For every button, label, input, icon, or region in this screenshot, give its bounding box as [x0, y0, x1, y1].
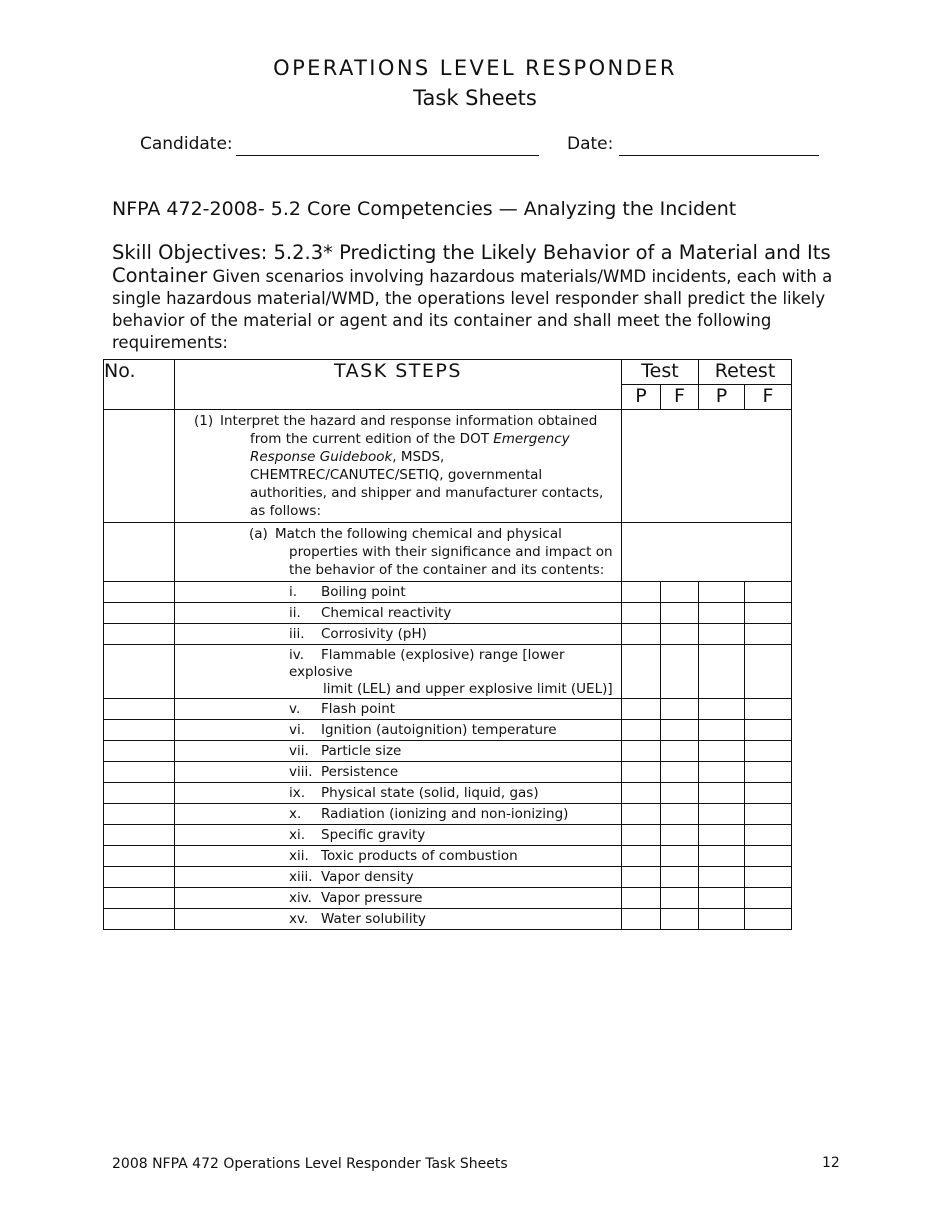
retest-fail-cell[interactable]	[745, 867, 792, 888]
table-row	[104, 582, 792, 603]
test-pass-cell[interactable]	[622, 720, 661, 741]
no-cell	[104, 582, 175, 603]
item-number: vii.	[289, 743, 309, 759]
task-step-cell	[175, 645, 622, 699]
table-row	[104, 783, 792, 804]
test-fail-cell[interactable]	[661, 720, 699, 741]
test-fail-cell[interactable]	[661, 909, 699, 930]
retest-fail-header: F	[745, 385, 792, 410]
test-pass-cell[interactable]	[622, 909, 661, 930]
no-cell	[104, 699, 175, 720]
retest-pass-cell[interactable]	[699, 624, 745, 645]
task-step-cell	[175, 909, 622, 930]
test-fail-cell[interactable]	[661, 783, 699, 804]
retest-fail-cell[interactable]	[745, 720, 792, 741]
retest-pass-cell[interactable]	[699, 825, 745, 846]
date-field[interactable]	[619, 155, 819, 156]
no-cell	[104, 523, 175, 582]
task-step-cell	[175, 624, 622, 645]
item-text: Corrosivity (pH)	[321, 626, 427, 642]
test-fail-cell[interactable]	[661, 888, 699, 909]
task-step-cell	[175, 846, 622, 867]
test-fail-cell[interactable]	[661, 825, 699, 846]
task-step-cell	[175, 720, 622, 741]
item-text: Chemical reactivity	[321, 605, 452, 621]
item-text: Boiling point	[321, 584, 406, 600]
item-text: Toxic products of combustion	[321, 848, 518, 864]
retest-pass-cell[interactable]	[699, 867, 745, 888]
retest-pass-cell[interactable]	[699, 603, 745, 624]
item-text: Flash point	[321, 701, 396, 717]
no-cell	[104, 762, 175, 783]
task-step-cell	[175, 867, 622, 888]
step-text: Interpret the hazard and response information obtained from the current edition of the DOT	[220, 413, 598, 447]
test-pass-cell[interactable]	[622, 888, 661, 909]
skill-objectives	[112, 242, 842, 354]
no-cell	[104, 804, 175, 825]
table-row	[104, 741, 792, 762]
test-pass-cell[interactable]	[622, 867, 661, 888]
test-fail-cell[interactable]	[661, 741, 699, 762]
test-fail-cell[interactable]	[661, 867, 699, 888]
task-step-cell	[175, 783, 622, 804]
task-step-cell	[175, 523, 622, 582]
table-row	[104, 825, 792, 846]
item-number: iv.	[289, 647, 304, 663]
result-cell	[622, 410, 792, 523]
retest-pass-cell[interactable]	[699, 741, 745, 762]
item-text: Specific gravity	[321, 827, 426, 843]
test-fail-cell[interactable]	[661, 699, 699, 720]
no-cell	[104, 624, 175, 645]
table-row	[104, 410, 792, 523]
item-number: xiv.	[289, 890, 312, 906]
test-pass-cell[interactable]	[622, 699, 661, 720]
item-number: x.	[289, 806, 302, 822]
table-row	[104, 909, 792, 930]
retest-pass-cell[interactable]	[699, 909, 745, 930]
step-number: (1)	[194, 413, 214, 429]
skill-objectives-lead: Skill Objectives: 5.2.3* Predicting the Likely Behavior of a Material and Its Container	[112, 241, 831, 287]
test-pass-cell[interactable]	[622, 762, 661, 783]
task-step-cell	[175, 762, 622, 783]
retest-fail-cell[interactable]	[745, 624, 792, 645]
item-number: xi.	[289, 827, 306, 843]
retest-fail-cell[interactable]	[745, 909, 792, 930]
result-cell	[622, 523, 792, 582]
test-pass-cell[interactable]	[622, 603, 661, 624]
item-number: v.	[289, 701, 301, 717]
retest-fail-cell[interactable]	[745, 783, 792, 804]
no-cell	[104, 741, 175, 762]
item-text: Persistence	[321, 764, 399, 780]
test-pass-cell[interactable]	[622, 783, 661, 804]
retest-pass-cell[interactable]	[699, 804, 745, 825]
test-pass-cell[interactable]	[622, 582, 661, 603]
table-row	[104, 699, 792, 720]
no-cell	[104, 909, 175, 930]
no-cell	[104, 410, 175, 523]
test-pass-cell[interactable]	[622, 846, 661, 867]
column-header-retest: Retest	[699, 360, 792, 385]
retest-fail-cell[interactable]	[745, 888, 792, 909]
page-title: OPERATIONS LEVEL RESPONDER	[273, 56, 677, 80]
page-number: 12	[822, 1155, 840, 1171]
test-pass-cell[interactable]	[622, 624, 661, 645]
retest-fail-cell[interactable]	[745, 603, 792, 624]
item-number: xii.	[289, 848, 309, 864]
table-row	[104, 867, 792, 888]
skill-objectives-text: Given scenarios involving hazardous materials/WMD incidents, each with a single hazardous material/WMD, the operations level responder shall predict the likely behavior of the material or agent and its container and shall meet the following requirements:	[112, 267, 833, 352]
test-pass-cell[interactable]	[622, 645, 661, 699]
task-step-cell	[175, 804, 622, 825]
item-number: ix.	[289, 785, 306, 801]
item-number: ii.	[289, 605, 301, 621]
item-text: Particle size	[321, 743, 402, 759]
no-cell	[104, 825, 175, 846]
test-pass-header: P	[622, 385, 661, 410]
no-cell	[104, 888, 175, 909]
item-text: Physical state (solid, liquid, gas)	[321, 785, 539, 801]
retest-fail-cell[interactable]	[745, 741, 792, 762]
test-pass-cell[interactable]	[622, 741, 661, 762]
item-text: Radiation (ionizing and non-ionizing)	[321, 806, 569, 822]
task-step-cell	[175, 699, 622, 720]
item-text: Vapor pressure	[321, 890, 423, 906]
item-text: Ignition (autoignition) temperature	[321, 722, 557, 738]
item-number: vi.	[289, 722, 306, 738]
task-table	[103, 359, 792, 930]
no-cell	[104, 867, 175, 888]
footer-text: 2008 NFPA 472 Operations Level Responder Task Sheets	[112, 1156, 508, 1172]
test-fail-cell[interactable]	[661, 846, 699, 867]
retest-fail-cell[interactable]	[745, 804, 792, 825]
table-row	[104, 762, 792, 783]
no-cell	[104, 720, 175, 741]
test-fail-cell[interactable]	[661, 645, 699, 699]
nfpa-heading: NFPA 472-2008- 5.2 Core Competencies — Analyzing the Incident	[112, 198, 737, 220]
table-row	[104, 804, 792, 825]
column-header-no: No.	[104, 360, 175, 410]
test-pass-cell[interactable]	[622, 825, 661, 846]
retest-fail-cell[interactable]	[745, 825, 792, 846]
candidate-label: Candidate:	[140, 134, 233, 154]
retest-pass-header: P	[699, 385, 745, 410]
retest-pass-cell[interactable]	[699, 720, 745, 741]
step-number: (a)	[249, 526, 268, 542]
table-row	[104, 624, 792, 645]
date-label: Date:	[567, 134, 614, 154]
item-text-continued: limit (LEL) and upper explosive limit (UEL)]	[323, 681, 613, 697]
item-number: viii.	[289, 764, 313, 780]
test-fail-cell[interactable]	[661, 804, 699, 825]
table-row	[104, 523, 792, 582]
item-text: Flammable (explosive) range [lower explosive	[289, 647, 565, 680]
column-header-test: Test	[622, 360, 699, 385]
task-step-cell	[175, 888, 622, 909]
task-step-cell	[175, 582, 622, 603]
item-number: xv.	[289, 911, 309, 927]
no-cell	[104, 783, 175, 804]
column-header-task-steps: TASK STEPS	[175, 360, 622, 410]
table-row	[104, 603, 792, 624]
candidate-field[interactable]	[236, 155, 539, 156]
test-fail-cell[interactable]	[661, 624, 699, 645]
task-step-cell	[175, 825, 622, 846]
test-fail-cell[interactable]	[661, 603, 699, 624]
no-cell	[104, 645, 175, 699]
test-fail-cell[interactable]	[661, 762, 699, 783]
task-step-cell	[175, 603, 622, 624]
item-number: xiii.	[289, 869, 313, 885]
retest-pass-cell[interactable]	[699, 582, 745, 603]
test-fail-header: F	[661, 385, 699, 410]
retest-pass-cell[interactable]	[699, 783, 745, 804]
table-row	[104, 720, 792, 741]
page-subtitle: Task Sheets	[413, 86, 537, 110]
retest-pass-cell[interactable]	[699, 888, 745, 909]
step-text: Match the following chemical and physical properties with their significance and impact on the behavior of the container and its contents:	[275, 526, 613, 578]
item-text: Vapor density	[321, 869, 414, 885]
test-pass-cell[interactable]	[622, 804, 661, 825]
task-step-cell	[175, 410, 622, 523]
test-fail-cell[interactable]	[661, 582, 699, 603]
table-row	[104, 645, 792, 699]
no-cell	[104, 846, 175, 867]
table-row	[104, 888, 792, 909]
retest-pass-cell[interactable]	[699, 762, 745, 783]
step-text-end: , MSDS, CHEMTREC/CANUTEC/SETIQ, governmental authorities, and shipper and manufacturer contacts, as follows:	[250, 449, 604, 519]
retest-fail-cell[interactable]	[745, 699, 792, 720]
retest-pass-cell[interactable]	[699, 846, 745, 867]
retest-pass-cell[interactable]	[699, 699, 745, 720]
no-cell	[104, 603, 175, 624]
item-text: Water solubility	[321, 911, 426, 927]
retest-fail-cell[interactable]	[745, 645, 792, 699]
retest-fail-cell[interactable]	[745, 762, 792, 783]
retest-fail-cell[interactable]	[745, 846, 792, 867]
task-step-cell	[175, 741, 622, 762]
item-number: i.	[289, 584, 298, 600]
table-row	[104, 846, 792, 867]
retest-fail-cell[interactable]	[745, 582, 792, 603]
item-number: iii.	[289, 626, 305, 642]
retest-pass-cell[interactable]	[699, 645, 745, 699]
step-text-italic: Emergency Response Guidebook	[250, 431, 570, 465]
